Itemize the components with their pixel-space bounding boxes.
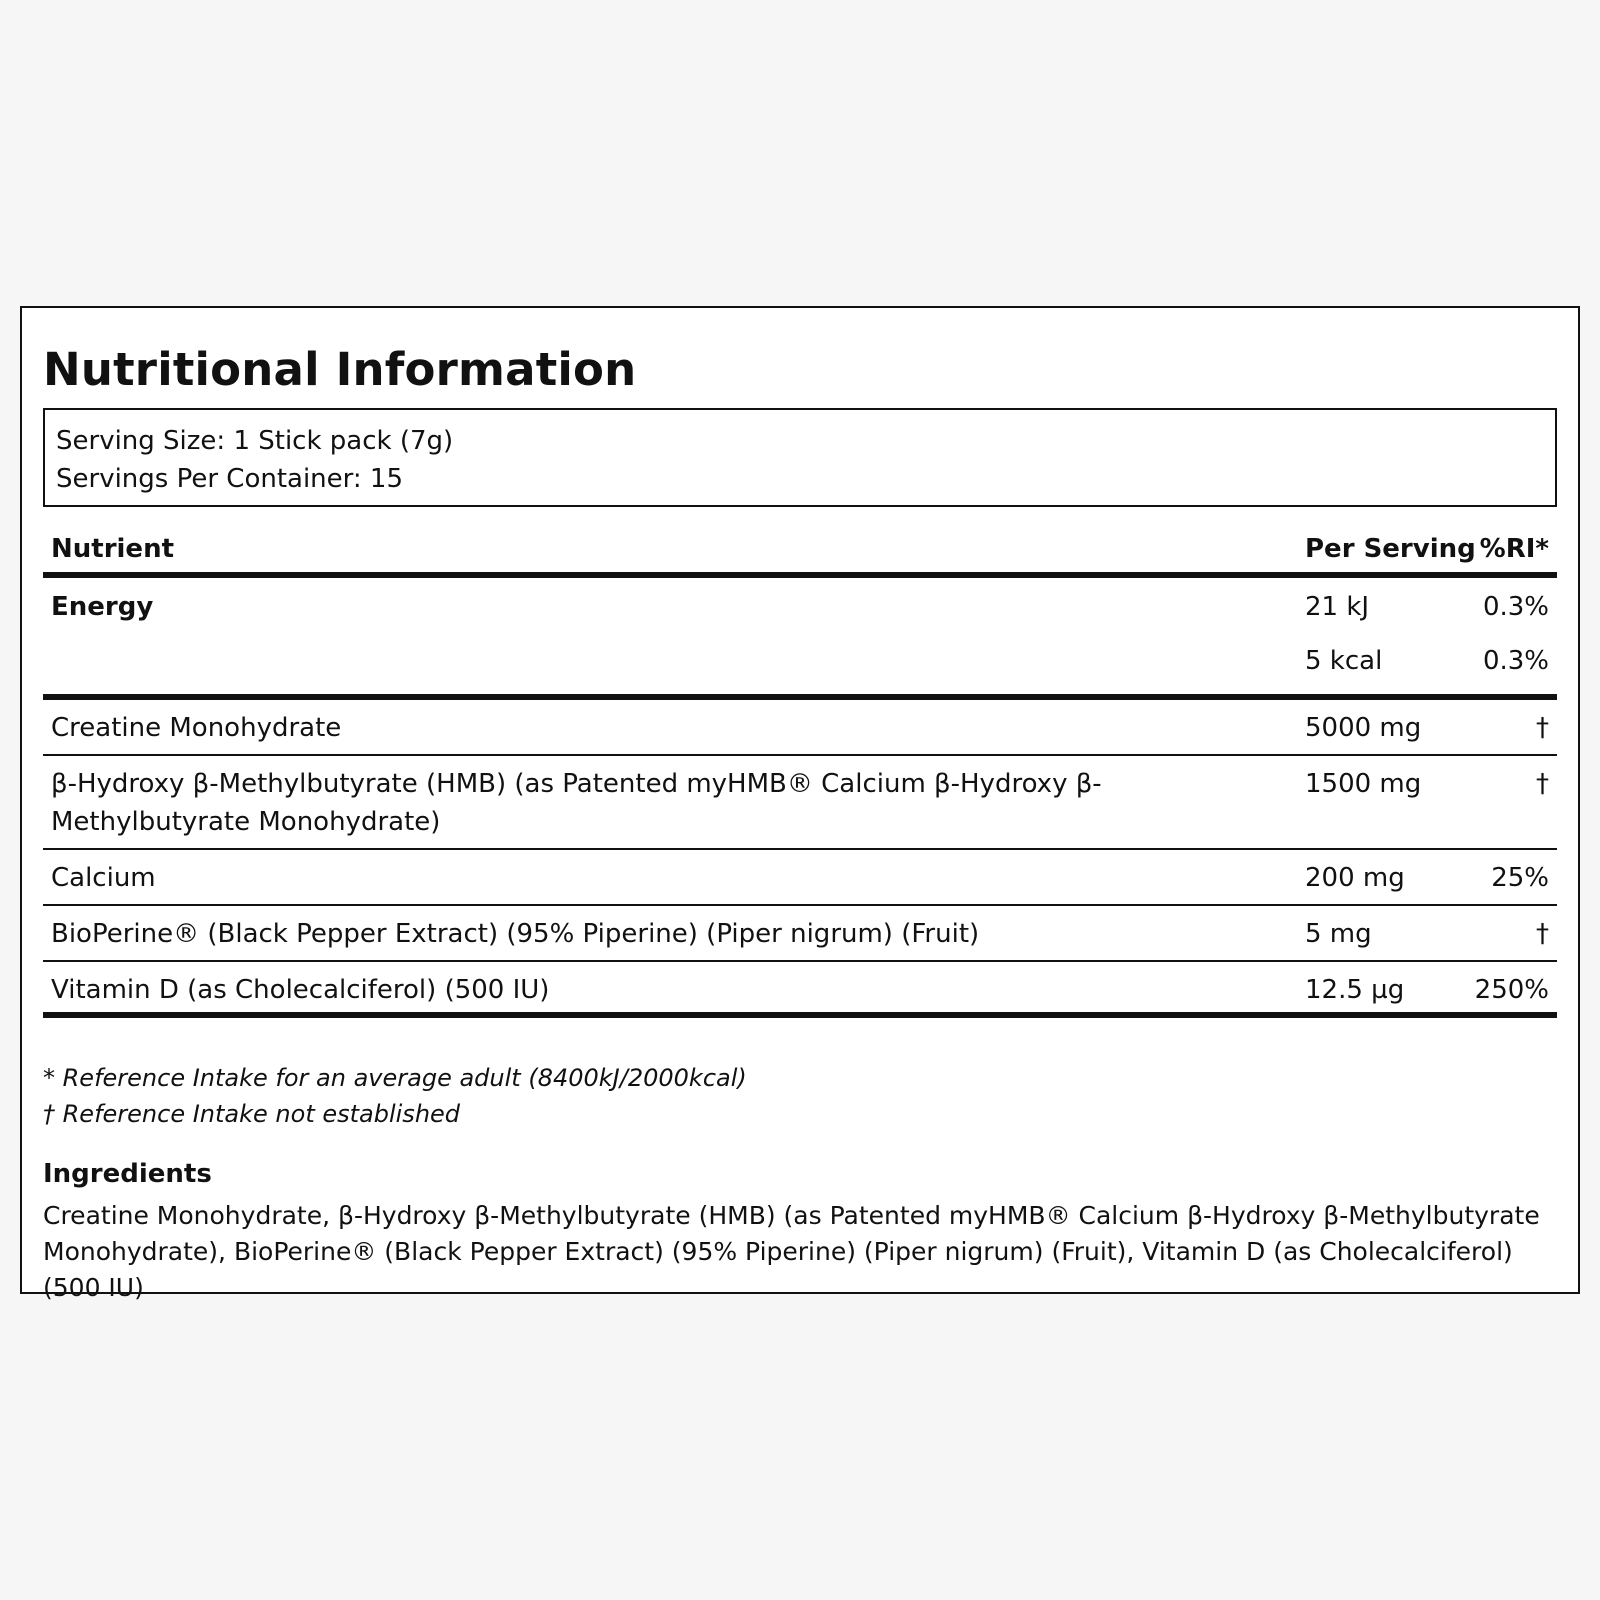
nutrient-per-serving: 200 mg <box>1305 863 1405 893</box>
table-header-row <box>43 518 1557 578</box>
nutrient-per-serving: 12.5 µg <box>1305 975 1405 1005</box>
nutrient-per-serving: 5000 mg <box>1305 713 1422 743</box>
nutrition-panel <box>20 306 1580 1302</box>
nutrient-ri: † <box>1536 769 1549 799</box>
nutrient-ri: † <box>1536 919 1549 949</box>
serving-size: Serving Size: 1 Stick pack (7g) <box>56 426 454 456</box>
energy-kj-ri: 0.3% <box>1482 592 1549 622</box>
table-row <box>43 906 1557 962</box>
nutrient-per-serving: 1500 mg <box>1305 769 1422 799</box>
page-title: Nutritional Information <box>43 343 637 396</box>
nutrient-ri: 25% <box>1491 863 1549 893</box>
servings-per-container: Servings Per Container: 15 <box>56 464 404 494</box>
nutrient-ri: † <box>1536 713 1549 743</box>
energy-row <box>43 578 1557 700</box>
energy-kj-value: 21 kJ <box>1305 592 1370 622</box>
table-row <box>43 700 1557 756</box>
header-nutrient: Nutrient <box>51 534 175 564</box>
nutrient-per-serving: 5 mg <box>1305 919 1372 949</box>
nutrient-name: Creatine Monohydrate <box>51 713 342 743</box>
nutrient-name: Calcium <box>51 863 156 893</box>
energy-label: Energy <box>51 592 154 622</box>
footnotes <box>43 1060 747 1132</box>
table-row <box>43 756 1557 850</box>
nutrient-name: Vitamin D (as Cholecalciferol) (500 IU) <box>51 975 550 1005</box>
energy-kcal-ri: 0.3% <box>1482 646 1549 676</box>
nutrient-ri: 250% <box>1474 975 1549 1005</box>
table-row <box>43 962 1557 1018</box>
header-ri: %RI* <box>1479 534 1549 564</box>
ingredients-heading: Ingredients <box>43 1159 212 1189</box>
ingredients-text: Creatine Monohydrate, β-Hydroxy β-Methylbutyrate (HMB) (as Patented myHMB® Calcium β-Hydroxy β-Methylbutyrate Monohydrate), BioPerine® (Black Pepper Extract) (95% Piperine) (Piper nigrum) (Fruit), Vitamin D (as Cholecalciferol) (500 IU) <box>43 1201 1540 1302</box>
nutrient-name: β-Hydroxy β-Methylbutyrate (HMB) (as Patented myHMB® Calcium β-Hydroxy β-Methylbutyrate Monohydrate) <box>51 769 1102 837</box>
energy-kcal-value: 5 kcal <box>1305 646 1383 676</box>
header-per-serving: Per Serving <box>1305 534 1476 564</box>
footnote-reference-intake: * Reference Intake for an average adult (8400kJ/2000kcal) <box>43 1064 747 1092</box>
serving-info-box <box>43 408 1557 507</box>
nutrition-table <box>43 518 1557 1018</box>
nutrient-name: BioPerine® (Black Pepper Extract) (95% Piperine) (Piper nigrum) (Fruit) <box>51 919 980 949</box>
footnote-not-established: † Reference Intake not established <box>43 1100 461 1128</box>
table-row <box>43 850 1557 906</box>
